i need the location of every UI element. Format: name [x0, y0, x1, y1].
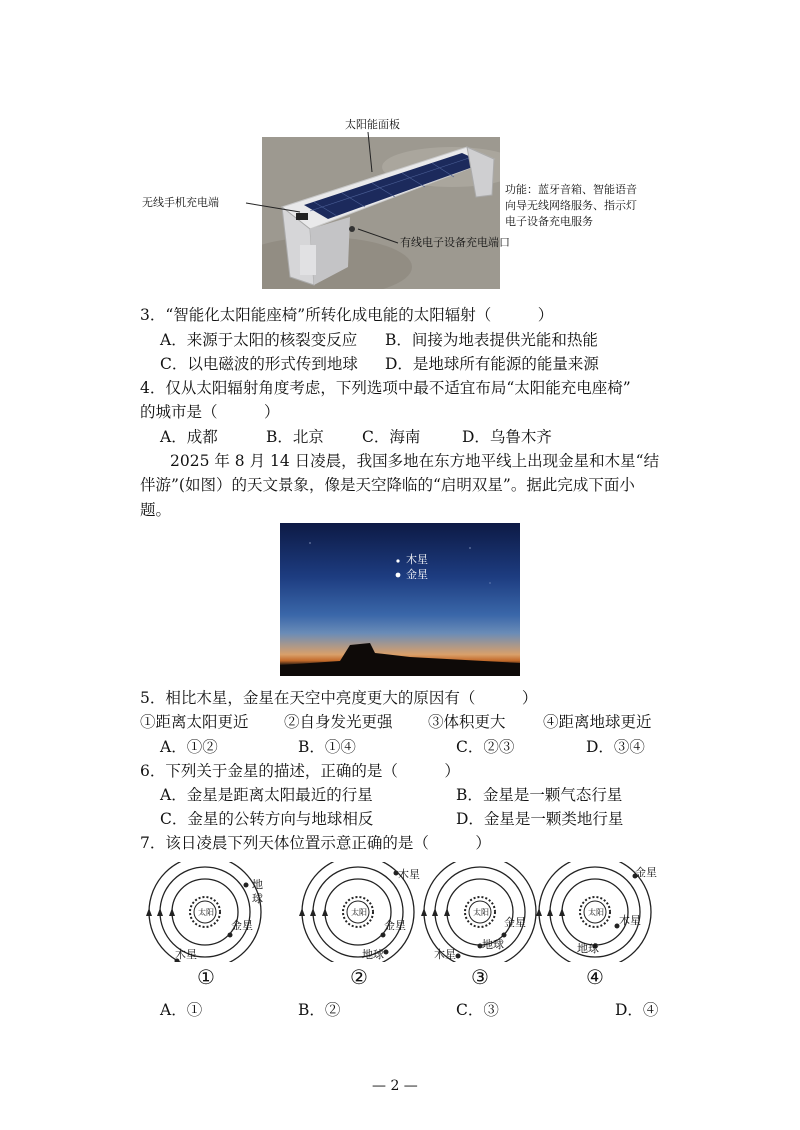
- figure1-label-wireless: 无线手机充电端: [142, 196, 219, 209]
- orbit4-jupiter-label: 木星: [619, 914, 641, 927]
- intro-line2: 伴游”(如图）的天文景象，像是天空降临的“启明双星”。据此完成下面小: [140, 476, 635, 494]
- q4-option-c: C．海南: [362, 428, 421, 446]
- figure2-label-jupiter: 木星: [406, 553, 428, 566]
- orbit3-jupiter-label: 木星: [434, 948, 456, 961]
- intro-line3: 题。: [140, 501, 172, 519]
- q5-option-d: D．③④: [586, 738, 645, 756]
- q7-option-c: C．③: [456, 1001, 499, 1019]
- orbit1-jupiter-label: 木星: [175, 948, 197, 961]
- q5-option-b: B．①④: [298, 738, 356, 756]
- orbit2-earth-label: 地球: [362, 948, 384, 961]
- orbit1-earth-label: 地球: [252, 878, 263, 905]
- orbit-diagram-1: [145, 862, 270, 962]
- q3-option-b: B．间接为地表提供光能和热能: [385, 331, 598, 349]
- q5-option-c: C．②③: [456, 738, 515, 756]
- q7-option-d: D．④: [615, 1001, 659, 1019]
- q4-option-a: A．成都: [160, 428, 218, 446]
- q5-statement-3: ③体积更大: [428, 713, 506, 731]
- orbit1-sun-label: 太阳: [198, 908, 214, 917]
- venus-jupiter-sky-photo: [280, 523, 520, 676]
- orbit-diagram-3: [418, 862, 543, 962]
- q6-option-a: A．金星是距离太阳最近的行星: [160, 786, 373, 804]
- figure1-label-port: 有线电子设备充电端口: [400, 236, 510, 249]
- q5-statement-4: ④距离地球更近: [543, 713, 652, 731]
- q5-option-a: A．①②: [160, 738, 218, 756]
- orbit3-earth-label: 地球: [482, 938, 504, 951]
- page-number: — 2 —: [372, 1078, 418, 1094]
- figure1-label-function-1: 功能：蓝牙音箱、智能语音: [505, 183, 637, 196]
- figure1-label-function-2: 向导无线网络服务、指示灯: [505, 199, 637, 212]
- q6-option-d: D．金星是一颗类地行星: [456, 810, 624, 828]
- jupiter-dot: [396, 559, 399, 562]
- q6-option-c: C．金星的公转方向与地球相反: [160, 810, 374, 828]
- diagram-number-4: ④: [586, 965, 604, 989]
- q5-statement-2: ②自身发光更强: [284, 713, 393, 731]
- orbit3-venus-label: 金星: [504, 916, 526, 929]
- figure2-label-venus: 金星: [406, 568, 428, 581]
- q6-stem: 6．下列关于金星的描述，正确的是（ ）: [140, 762, 460, 780]
- q4-option-d: D．乌鲁木齐: [462, 428, 552, 446]
- orbit2-sun-label: 太阳: [351, 908, 367, 917]
- diagram-number-3: ③: [471, 965, 489, 989]
- q6-option-b: B．金星是一颗气态行星: [456, 786, 623, 804]
- q4-stem-line1: 4．仅从太阳辐射角度考虑，下列选项中最不适宜布局“太阳能充电座椅”: [140, 379, 631, 397]
- figure1-label-panel: 太阳能面板: [345, 118, 400, 131]
- figure1-label-function-3: 电子设备充电服务: [505, 215, 593, 228]
- orbit2-jupiter-label: 木星: [398, 868, 420, 881]
- orbit1-venus-label: 金星: [231, 919, 253, 932]
- q4-option-b: B．北京: [266, 428, 324, 446]
- orbit4-sun-label: 太阳: [588, 908, 604, 917]
- q3-option-a: A．来源于太阳的核裂变反应: [160, 331, 358, 349]
- q7-option-a: A．①: [160, 1001, 203, 1019]
- orbit4-earth-label: 地球: [577, 942, 599, 955]
- intro-line1: 2025 年 8 月 14 日凌晨，我国多地在东方地平线上出现金星和木星“结: [170, 452, 660, 470]
- orbit3-sun-label: 太阳: [473, 908, 489, 917]
- q5-stem: 5．相比木星，金星在天空中亮度更大的原因有（ ）: [140, 689, 538, 707]
- q7-stem: 7．该日凌晨下列天体位置示意正确的是（ ）: [140, 834, 491, 852]
- figure1-leader-lines: [0, 0, 800, 300]
- diagram-number-2: ②: [350, 965, 368, 989]
- q7-option-b: B．②: [298, 1001, 341, 1019]
- orbit-diagram-4: [535, 862, 660, 962]
- q4-stem-line2: 的城市是（ ）: [140, 403, 280, 421]
- orbit-diagram-2: [298, 862, 423, 962]
- orbit4-venus-label: 金星: [635, 866, 657, 879]
- q3-option-c: C．以电磁波的形式传到地球: [160, 355, 358, 373]
- orbit2-venus-label: 金星: [384, 919, 406, 932]
- q3-option-d: D．是地球所有能源的能量来源: [385, 355, 599, 373]
- q3-stem: 3．“智能化太阳能座椅”所转化成电能的太阳辐射（ ）: [140, 306, 554, 324]
- diagram-number-1: ①: [197, 965, 215, 989]
- venus-dot: [396, 573, 401, 578]
- q5-statement-1: ①距离太阳更近: [140, 713, 249, 731]
